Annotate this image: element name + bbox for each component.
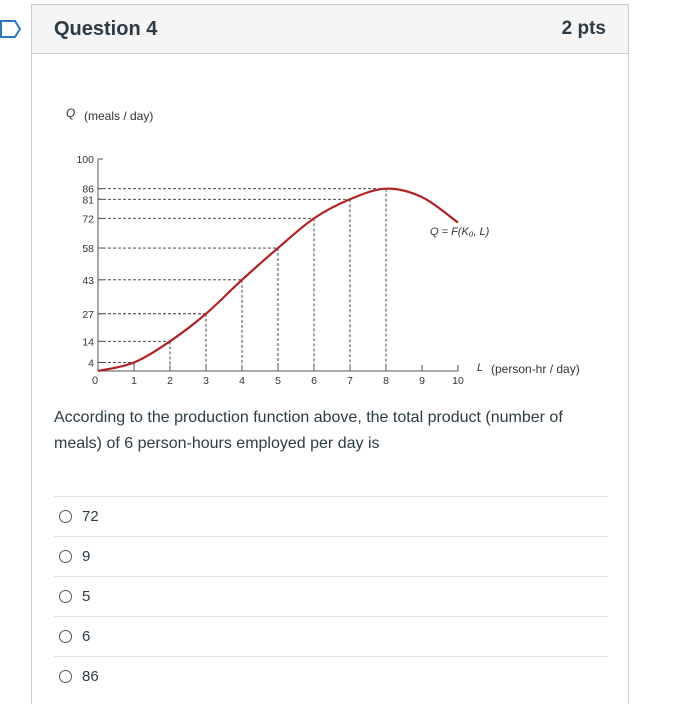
y-axis-variable: Q [66, 106, 76, 120]
x-tick-label: 6 [311, 375, 317, 387]
x-axis-label: (person-hr / day) [491, 362, 580, 376]
x-axis-variable: L [477, 362, 484, 374]
bookmark-flag-icon[interactable] [0, 18, 22, 40]
x-tick-label: 8 [383, 375, 389, 387]
answer-label: 72 [82, 508, 99, 525]
question-title: Question 4 [54, 17, 158, 40]
x-tick-label: 3 [203, 375, 209, 387]
y-tick-label: 100 [76, 154, 94, 166]
x-tick-label: 5 [275, 375, 281, 387]
answer-option[interactable] [54, 656, 608, 696]
y-tick-label: 72 [82, 213, 94, 226]
y-tick-label: 27 [82, 308, 94, 321]
radio-button[interactable] [59, 590, 72, 603]
answer-option[interactable] [54, 536, 608, 576]
y-tick-label: 14 [82, 336, 94, 349]
answer-option[interactable] [54, 496, 608, 536]
x-tick-label: 9 [419, 375, 425, 387]
radio-button[interactable] [59, 510, 72, 523]
production-function-chart [32, 54, 630, 394]
answer-label: 9 [82, 548, 91, 565]
radio-button[interactable] [59, 670, 72, 683]
y-tick-label: 58 [82, 243, 94, 256]
question-points: 2 pts [561, 18, 606, 39]
y-tick-label: 43 [82, 274, 94, 287]
radio-button[interactable] [59, 550, 72, 563]
x-tick-label: 2 [167, 375, 173, 387]
x-tick-label: 4 [239, 375, 245, 387]
question-header [32, 5, 628, 54]
y-tick-label: 81 [82, 194, 94, 207]
answer-label: 6 [82, 628, 91, 645]
y-tick-label: 86 [82, 183, 94, 196]
curve-label: Q = F(K₀, L) [430, 226, 490, 238]
y-axis-label: (meals / day) [84, 109, 154, 123]
x-tick-label: 7 [347, 375, 353, 387]
y-tick-label: 4 [88, 357, 94, 370]
radio-button[interactable] [59, 630, 72, 643]
x-tick-label: 10 [452, 375, 464, 387]
answer-option[interactable] [54, 576, 608, 616]
answer-option[interactable] [54, 616, 608, 656]
question-text: According to the production function above, the total product (number of meals) of 6 person-hours employed per day is [54, 409, 563, 452]
question-card [31, 4, 629, 704]
x-tick-label: 1 [131, 375, 137, 387]
origin-label: 0 [92, 375, 99, 387]
answer-label: 5 [82, 588, 91, 605]
answer-list [54, 496, 608, 696]
answer-label: 86 [82, 668, 99, 685]
